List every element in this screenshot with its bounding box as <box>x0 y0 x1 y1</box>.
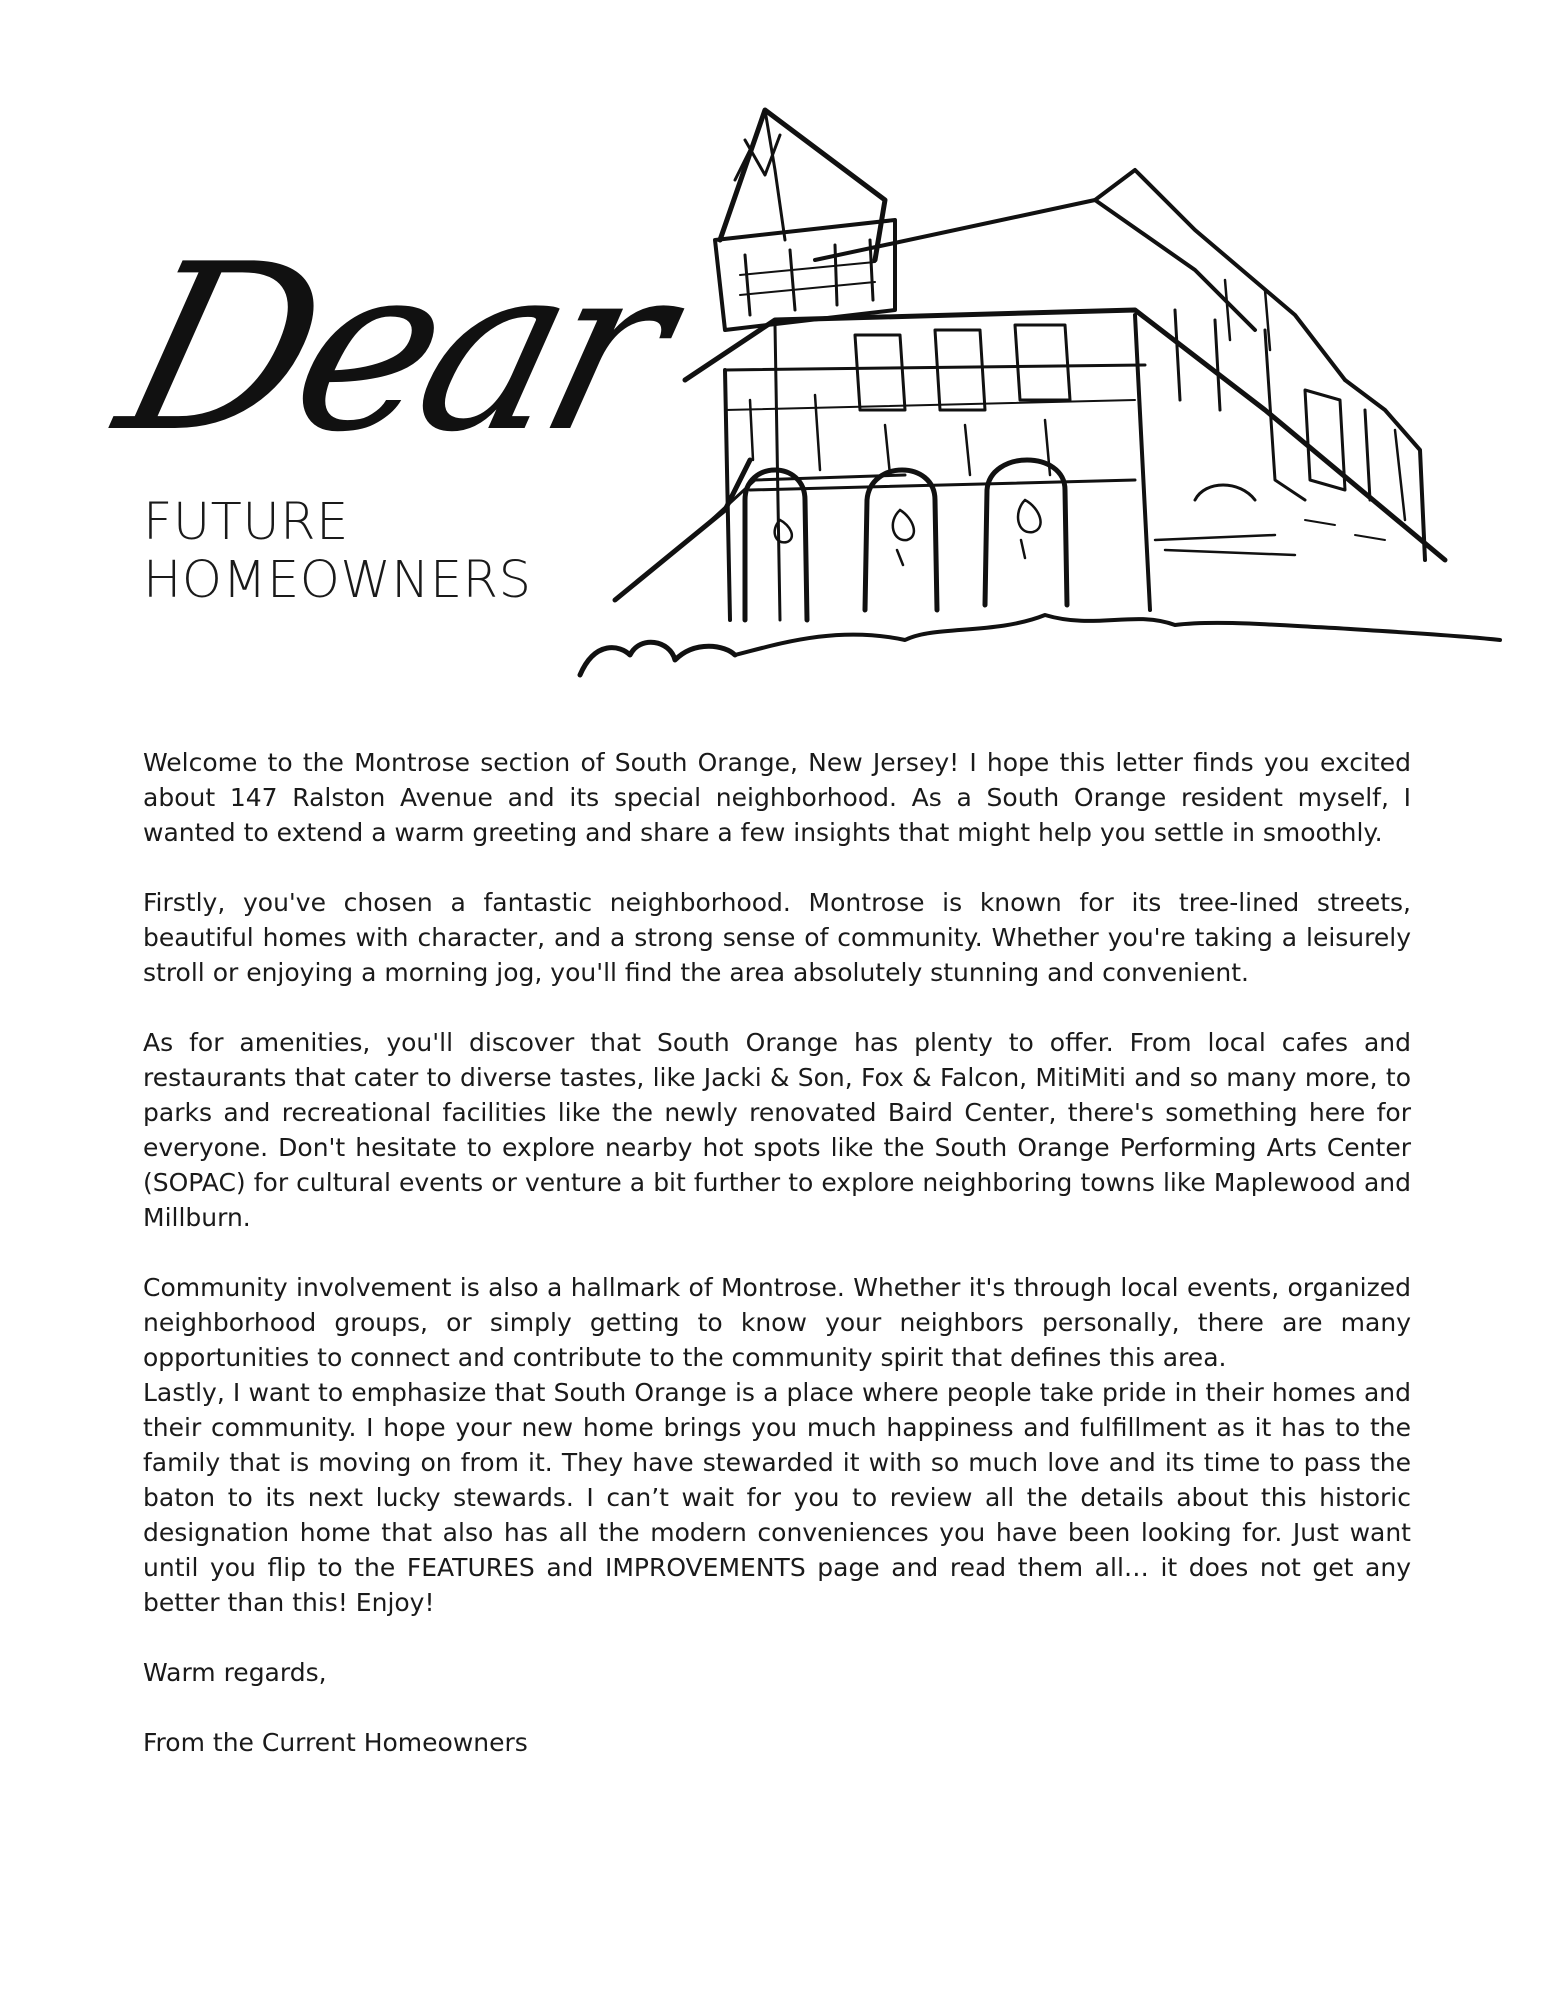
paragraph-amenities: As for amenities, you'll discover that South Orange has plenty to offer. From local cafes and restaurants that cater to diverse tastes, like Jacki & Son, Fox & Falcon, MitiMiti and so many more, to parks and recreational facilities like the newly renovated Baird Center, there's something here for everyone. Don't hesitate to explore nearby hot spots like the South Orange Performing Arts Center (SOPAC) for cultural events or venture a bit further to explore neighboring towns like Maplewood and Millburn. <box>143 1028 1411 1232</box>
signature: From the Current Homeowners <box>143 1728 528 1757</box>
subtitle-line-1: FUTURE <box>143 493 349 552</box>
subtitle <box>143 494 531 610</box>
paragraph-closing-thoughts: Lastly, I want to emphasize that South Orange is a place where people take pride in their homes and their community. I hope your new home brings you much happiness and fulfillment as it has to the family that is moving on from it. They have stewarded it with so much love and its time to pass the baton to its next lucky stewards. I can’t wait for you to review all the details about this historic designation home that also has all the modern conveniences you have been looking for. Just want until you flip to the FEATURES and IMPROVEMENTS page and read them all… it does not get any better than this! Enjoy! <box>143 1378 1411 1617</box>
house-sketch-icon <box>575 80 1515 690</box>
closing-salutation: Warm regards, <box>143 1658 327 1687</box>
paragraph-neighborhood: Firstly, you've chosen a fantastic neighborhood. Montrose is known for its tree-lined streets, beautiful homes with character, and a strong sense of community. Whether you're taking a leisurely stroll or enjoying a morning jog, you'll find the area absolutely stunning and convenient. <box>143 888 1411 987</box>
letter-body <box>143 745 1411 1760</box>
paragraph-community: Community involvement is also a hallmark of Montrose. Whether it's through local events, organized neighborhood groups, or simply getting to know your neighbors personally, there are many opportunities to connect and contribute to the community spirit that defines this area. <box>143 1273 1411 1372</box>
paragraph-welcome: Welcome to the Montrose section of South Orange, New Jersey! I hope this letter finds you excited about 147 Ralston Avenue and its special neighborhood. As a South Orange resident myself, I wanted to extend a warm greeting and share a few insights that might help you settle in smoothly. <box>143 748 1411 847</box>
script-title: Dear <box>97 216 685 483</box>
subtitle-line-2: HOMEOWNERS <box>143 551 532 610</box>
